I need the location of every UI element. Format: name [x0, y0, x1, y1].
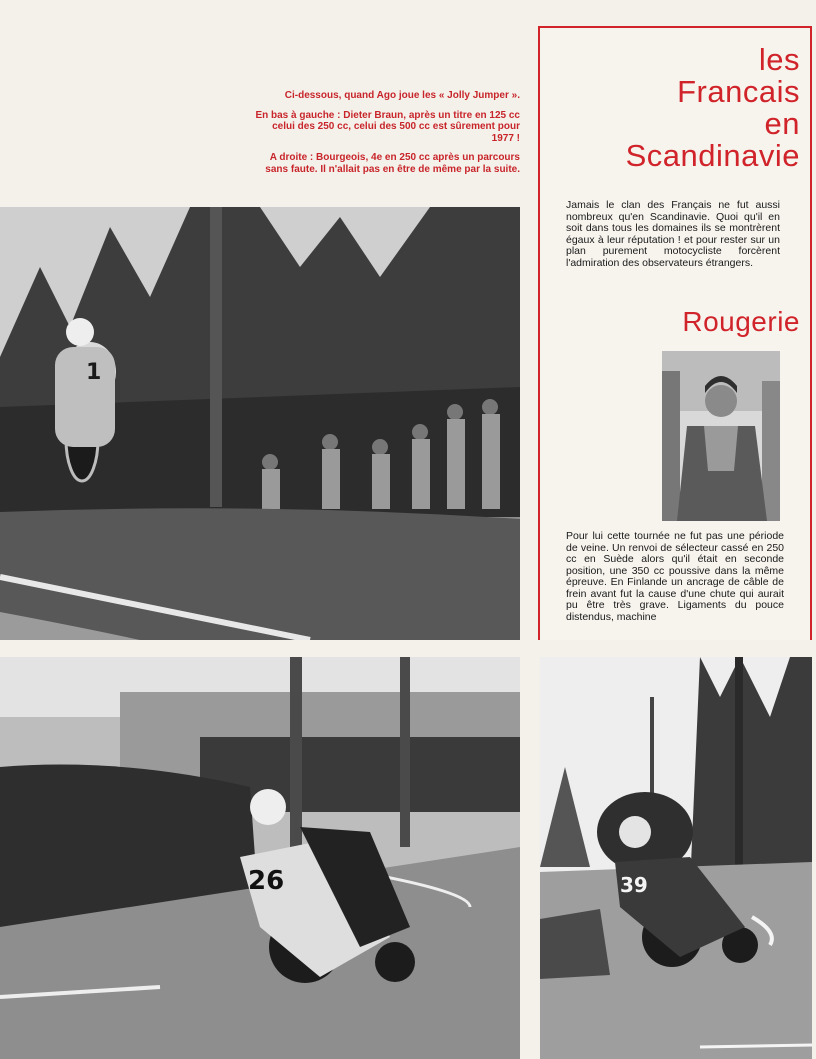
caption-bottom-left-photo: En bas à gauche : Dieter Braun, après un titre en 125 cc celui des 250 cc, celui des 500 cc est sûrement pour 1977 !	[255, 109, 520, 144]
article-body: Pour lui cette tournée ne fut pas une période de veine. Un renvoi de sélecteur cassé en 250 cc en Suède alors qu'il était en seconde position, une 350 cc poussive dans la même épreuve. En Finlande un ancrage de câble de frein avant fut la cause d'une chute qui aurait pu être très grave. Ligaments du pouce distendus, machine	[566, 530, 784, 623]
caption-bottom-right-photo: A droite : Bourgeois, 4e en 250 cc après un parcours sans faute. Il n'allait pas en être de même par la suite.	[265, 152, 520, 175]
racing-number-26: 26	[248, 866, 285, 896]
caption-top-photo: Ci-dessous, quand Ago joue les « Jolly Jumper ».	[284, 90, 520, 101]
photo-ago-jump	[0, 207, 520, 640]
title-line-4: Scandinavie	[625, 138, 800, 173]
racing-number-1: 1	[86, 360, 102, 385]
article-box	[538, 26, 812, 640]
article-lead: Jamais le clan des Français ne fut aussi nombreux qu'en Scandinavie. Quoi qu'il en soit dans tous les domaines ils se montrèrent égaux à leur réputation ! et pour rester sur un plan purement motocycliste forcèrent l'admiration des observateurs étrangers.	[566, 199, 780, 269]
photo-rougerie-portrait	[662, 351, 780, 521]
title-line-3: en	[764, 106, 800, 141]
photo-bourgeois	[540, 657, 812, 1059]
section-heading-rougerie: Rougerie	[682, 306, 800, 337]
photo-captions	[250, 90, 520, 183]
photo-dieter-braun	[0, 657, 520, 1059]
title-line-2: Francais	[677, 74, 800, 109]
title-line-1: les	[758, 42, 800, 77]
article-title	[550, 44, 800, 172]
racing-number-39: 39	[620, 873, 648, 897]
